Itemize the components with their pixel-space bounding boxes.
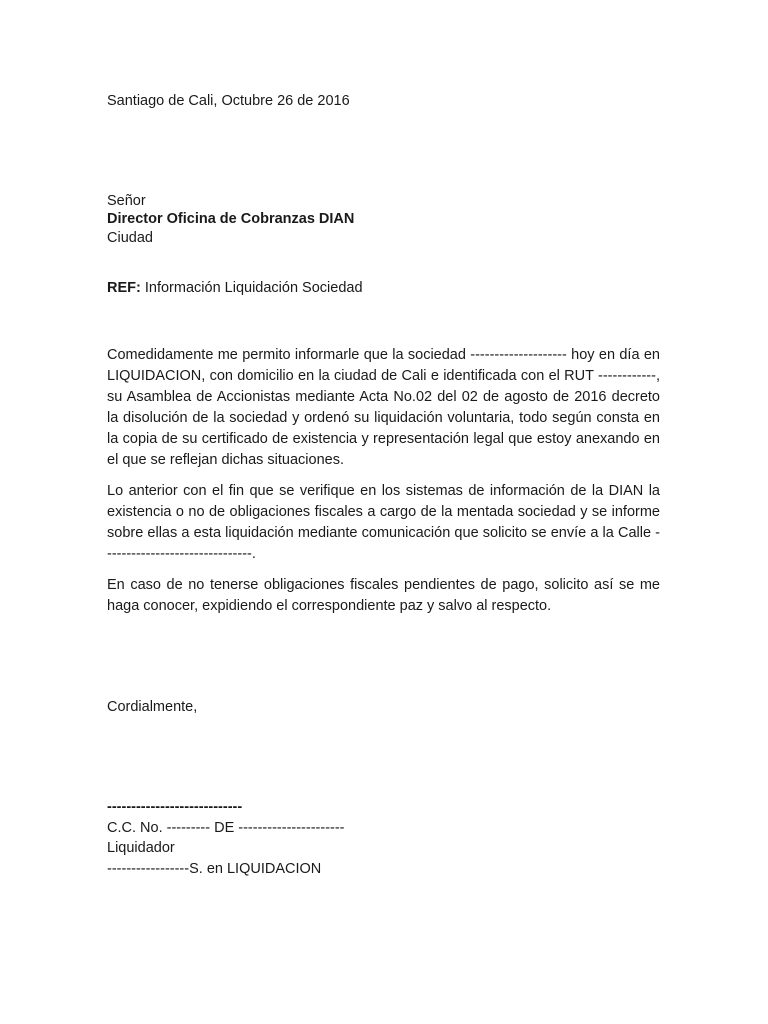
reference-text: Información Liquidación Sociedad [144, 280, 363, 296]
closing: Cordialmente, [107, 699, 198, 715]
signature-id-line: C.C. No. --------- DE ---------------------- [107, 820, 345, 836]
signature-company: -----------------S. en LIQUIDACION [107, 861, 322, 877]
recipient-title: Director Oficina de Cobranzas DIAN [107, 211, 355, 227]
signature-role: Liquidador [107, 840, 175, 856]
recipient-city: Ciudad [107, 230, 153, 246]
reference-line [107, 278, 363, 298]
signature-line: ---------------------------- [107, 799, 243, 815]
recipient-salutation: Señor [107, 193, 146, 209]
body-paragraph-3: En caso de no tenerse obligaciones fiscales pendientes de pago, solicito así se me haga conocer, expidiendo el correspondiente paz y salvo al respecto. [107, 577, 660, 614]
date-line: Santiago de Cali, Octubre 26 de 2016 [107, 93, 350, 109]
reference-label: REF: [107, 280, 141, 296]
body-paragraph-2: Lo anterior con el fin que se verifique en los sistemas de información de la DIAN la existencia o no de obligaciones fiscales a cargo de la mentada sociedad y se informe sobre ellas a esta liquidación mediante comunicación que solicito se envíe a la Calle -------------------------------. [107, 483, 660, 562]
body-paragraph-1: Comedidamente me permito informarle que la sociedad -------------------- hoy en día en LIQUIDACION, con domicilio en la ciudad de Cali e identificada con el RUT ------------, su Asamblea de Accionistas mediante Acta No.02 del 02 de agosto de 2016 decreto la disolución de la sociedad y ordenó su liquidación voluntaria, todo según consta en la copia de su certificado de existencia y representación legal que estoy anexando en el que se reflejan dichas situaciones. [107, 347, 660, 468]
